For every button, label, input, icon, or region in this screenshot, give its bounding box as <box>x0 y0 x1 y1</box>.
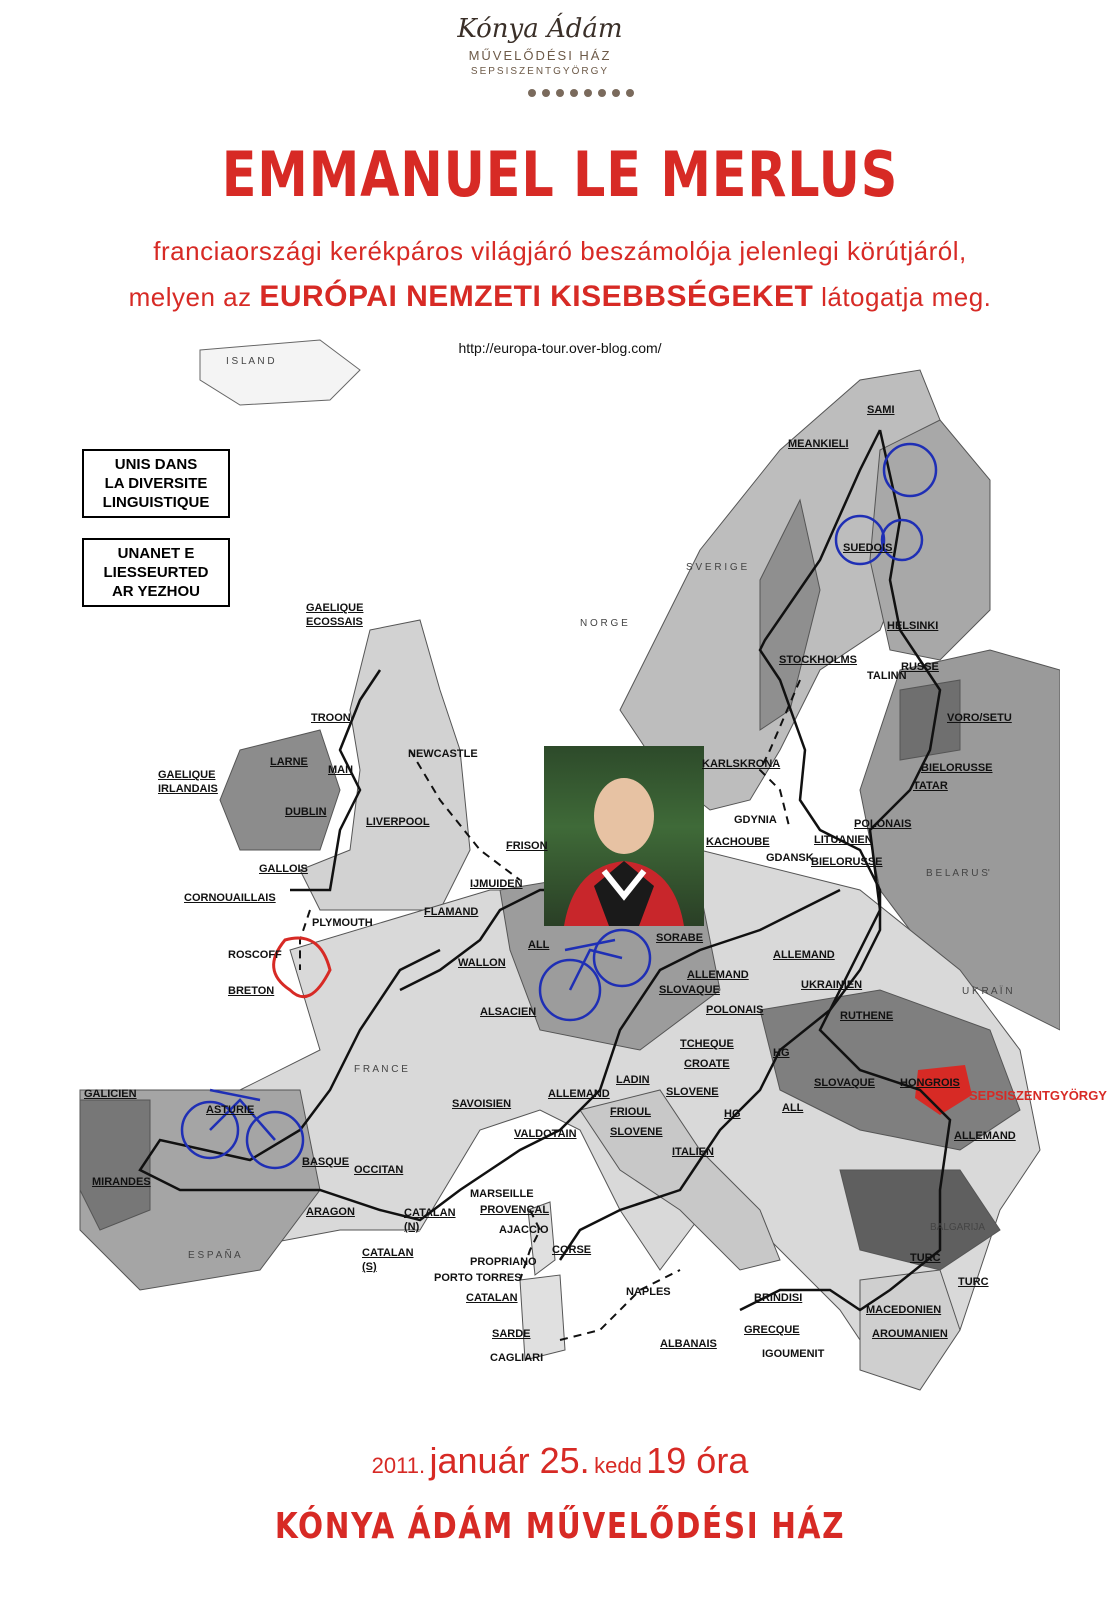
slogan-line: LINGUISTIQUE <box>102 494 210 511</box>
map-label-frioul: FRIOUL <box>610 1106 651 1118</box>
map-label-talinn: TALINN <box>867 670 907 682</box>
map-label-macedonien: MACEDONIEN <box>866 1304 942 1316</box>
map-label-ijmuiden: IJMUIDEN <box>470 878 523 890</box>
map-label-asturie: ASTURIE <box>206 1104 255 1116</box>
event-venue: KÓNYA ÁDÁM MŰVELŐDÉSI HÁZ <box>274 1506 846 1547</box>
map-label-hongrois: HONGROIS <box>900 1077 960 1089</box>
subtitle-line-1: franciaországi kerékpáros világjáró beszámolója jelenlegi körútjáról, <box>153 236 967 266</box>
map-label-naples: NAPLES <box>626 1286 671 1298</box>
map-label-gdansk: GDANSK <box>766 852 814 864</box>
map-label-frison: FRISON <box>506 840 548 852</box>
map-label-alsacien: ALSACIEN <box>480 1006 537 1018</box>
map-label-grecque: GRECQUE <box>744 1324 800 1336</box>
subtitle-line-2-post: látogatja meg. <box>821 282 992 312</box>
slogan-line: UNANET E <box>117 545 195 562</box>
map-label-plymouth: PLYMOUTH <box>312 917 373 929</box>
map-label-provencal: PROVENCAL <box>480 1204 550 1216</box>
map-label-slovaque-1: SLOVAQUE <box>659 984 720 996</box>
map-label-aroumanien: AROUMANIEN <box>872 1328 948 1340</box>
map-label-ukrainien: UKRAINIEN <box>801 979 863 991</box>
map-label-sorabe: SORABE <box>656 932 704 944</box>
map-label-gaelique-irlandais: GAELIQUE IRLANDAIS <box>158 769 218 795</box>
map-label-sami: SAMI <box>867 404 895 416</box>
map-label-albanais: ALBANAIS <box>660 1338 717 1350</box>
map-label-ukraina: U K R A Ï N <box>962 986 1013 997</box>
map-label-slovaque-2: SLOVAQUE <box>814 1077 875 1089</box>
map-label-allemand-2: ALLEMAND <box>687 969 749 981</box>
map-label-propriano: PROPRIANO <box>470 1256 537 1268</box>
map-label-lituanien: LITUANIEN <box>814 834 873 846</box>
logo-line2: SEPSISZENTGYÖRGY <box>470 66 610 77</box>
map-label-newcastle: NEWCASTLE <box>408 748 478 760</box>
map-label-flamand: FLAMAND <box>424 906 479 918</box>
map-label-all: ALL <box>528 939 550 951</box>
date-weekday: kedd <box>594 1453 642 1478</box>
map-label-bielorusse-2: BIELORUSSE <box>811 856 883 868</box>
map-label-dublin: DUBLIN <box>285 806 327 818</box>
slogan-line: UNIS DANS <box>114 456 198 473</box>
map-label-larne: LARNE <box>270 756 308 768</box>
map-label-turc-2: TURC <box>958 1276 989 1288</box>
map-label-roscoff: ROSCOFF <box>228 949 282 961</box>
map-label-ajaccio: AJACCIO <box>499 1224 549 1236</box>
map-label-porto-torres: PORTO TORRES <box>434 1272 522 1284</box>
map-label-allemand-1: ALLEMAND <box>773 949 835 961</box>
map-label-suedois: SUEDOIS <box>843 542 893 554</box>
map-label-allemand-3: ALLEMAND <box>954 1130 1016 1142</box>
map-label-polonais-1: POLONAIS <box>854 818 912 830</box>
event-date <box>0 1440 1120 1482</box>
date-time: 19 óra <box>646 1440 749 1481</box>
subtitle-line-2 <box>0 280 1120 314</box>
map-label-igoumenit: IGOUMENIT <box>762 1348 825 1360</box>
map-label-cagliari: CAGLIARI <box>490 1352 544 1364</box>
map-label-catalan-s: CATALAN (S) <box>362 1247 414 1273</box>
subtitle-line-2-emphasis: EURÓPAI NEMZETI KISEBBSÉGEKET <box>259 280 814 313</box>
map-label-all-2: ALL <box>782 1102 804 1114</box>
map-label-sarde: SARDE <box>492 1328 531 1340</box>
logo-dots <box>528 84 640 102</box>
map-label-tatar: TATAR <box>913 780 948 792</box>
map-label-allemand-4: ALLEMAND <box>548 1088 610 1100</box>
map-label-gaelique-ecossais: GAELIQUE ECOSSAIS <box>306 602 364 628</box>
map-label-mirandes: MIRANDES <box>92 1176 151 1188</box>
map-label-tcheque: TCHEQUE <box>680 1038 734 1050</box>
map-label-turc-1: TURC <box>910 1252 941 1264</box>
map-label-slovene-2: SLOVENE <box>610 1126 663 1138</box>
map-label-italien: ITALIEN <box>672 1146 714 1158</box>
poster-title: EMMANUEL LE MERLUS <box>221 138 899 211</box>
map-label-sverige: S V E R I G E <box>686 562 748 573</box>
map-label-hg-2: HG <box>724 1108 741 1120</box>
map-label-meankieli: MEANKIELI <box>788 438 849 450</box>
map-label-liverpool: LIVERPOOL <box>366 816 430 828</box>
map-label-polonais-2: POLONAIS <box>706 1004 764 1016</box>
map-label-catalan-2: CATALAN <box>466 1292 518 1304</box>
website-url[interactable]: http://europa-tour.over-blog.com/ <box>458 340 662 356</box>
map-label-gdynia: GDYNIA <box>734 814 777 826</box>
slogan-line: LIESSEURTED <box>103 564 209 581</box>
map-label-helsinki: HELSINKI <box>887 620 939 632</box>
map-label-catalan-n: CATALAN (N) <box>404 1207 456 1233</box>
map-label-troon: TROON <box>311 712 351 724</box>
map-label-voro-setu: VORO/SETU <box>947 712 1012 724</box>
map-label-valdotain: VALDOTAIN <box>514 1128 577 1140</box>
map-label-basque: BASQUE <box>302 1156 350 1168</box>
slogan-line: AR YEZHOU <box>111 583 201 600</box>
map-label-russe: RUSSE <box>901 661 939 673</box>
logo-line1: MŰVELŐDÉSI HÁZ <box>468 48 612 63</box>
map-label-karlskrona: KARLSKRONA <box>702 758 781 770</box>
map-label-ruthene: RUTHENE <box>840 1010 894 1022</box>
logo-signature: Kónya Ádám <box>457 14 623 44</box>
map-label-marseille: MARSEILLE <box>470 1188 534 1200</box>
map-label-bielorusse-1: BIELORUSSE <box>921 762 993 774</box>
date-day: január 25. <box>429 1440 590 1481</box>
slogan-box-breton <box>82 538 230 607</box>
map-label-norge: N O R G E <box>580 618 628 629</box>
map-label-espana: E S P A Ñ A <box>188 1250 241 1261</box>
map-label-belarus: B E L A R U S' <box>926 868 990 879</box>
map-label-stockholms: STOCKHOLMS <box>779 654 858 666</box>
portrait-photo <box>544 746 704 926</box>
map-label-balgarija: BALGARIJA <box>930 1222 986 1233</box>
map-label-ladin: LADIN <box>616 1074 650 1086</box>
map-label-croate: CROATE <box>684 1058 730 1070</box>
map-label-breton: BRETON <box>228 985 275 997</box>
date-year: 2011. <box>371 1453 426 1478</box>
map-label-gallois: GALLOIS <box>259 863 308 875</box>
map-label-corse: CORSE <box>552 1244 592 1256</box>
map-label-sepsiszentgyorgy: SEPSISZENTGYÖRGY <box>969 1088 1107 1103</box>
map-label-savoisien: SAVOISIEN <box>452 1098 512 1110</box>
map-label-slovene-1: SLOVENE <box>666 1086 719 1098</box>
map-label-hg-1: HG <box>773 1047 790 1059</box>
subtitle-line-2-pre: melyen az <box>128 282 252 312</box>
map-label-galicien: GALICIEN <box>84 1088 137 1100</box>
slogan-line: LA DIVERSITE <box>104 475 208 492</box>
map-label-man: MAN <box>328 764 354 776</box>
map-label-wallon: WALLON <box>458 957 506 969</box>
map-label-aragon: ARAGON <box>306 1206 355 1218</box>
map-label-france: F R A N C E <box>354 1064 408 1075</box>
map-label-brindisi: BRINDISI <box>754 1292 803 1304</box>
slogan-box-french <box>82 449 230 518</box>
map-label-kachoube: KACHOUBE <box>706 836 770 848</box>
map-label-island: I S L A N D <box>226 356 275 367</box>
map-label-occitan: OCCITAN <box>354 1164 404 1176</box>
map-label-cornouaillais: CORNOUAILLAIS <box>184 892 276 904</box>
